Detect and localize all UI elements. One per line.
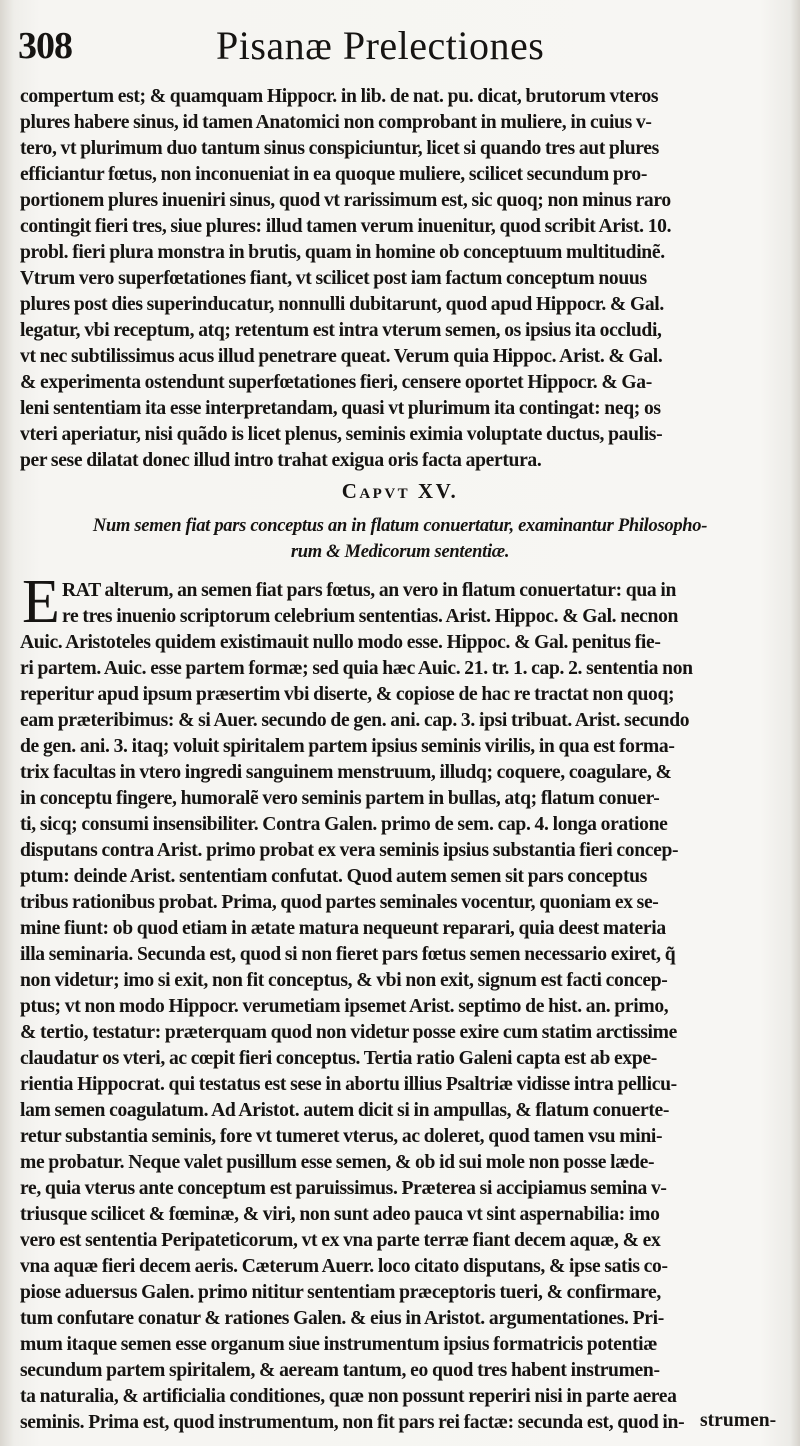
chapter-body — [20, 578, 768, 1436]
text-line: probl. fieri plura monstra in brutis, quam in homine ob conceptuum multitudinẽ. — [20, 242, 665, 263]
text-line: vna aquæ fieri decem aeris. Cæterum Auerr. loco citato disputans, & ipse satis co- — [20, 1256, 668, 1277]
text-line: eam præteribimus: & si Auer. secundo de gen. ani. cap. 3. ipsi tribuat. Arist. secundo — [20, 710, 690, 731]
text-line: tum confutare conatur & rationes Galen. & eius in Aristot. argumentationes. Pri- — [20, 1308, 664, 1329]
text-line: disputans contra Arist. primo probat ex vera seminis ipsius substantia fieri concep- — [20, 840, 679, 861]
text-line: tribus rationibus probat. Prima, quod partes seminales vocentur, quoniam ex se- — [20, 892, 659, 913]
text-line: portionem plures inueniri sinus, quod vt rarissimum est, sic quoq; non minus raro — [20, 190, 671, 211]
text-line: non videtur; imo si exit, non fit conceptus, & vbi non exit, signum est facti concep- — [20, 970, 668, 991]
text-line: ri partem. Auic. esse partem formæ; sed quia hæc Auic. 21. tr. 1. cap. 2. sententia non — [20, 658, 693, 679]
text-line: ptus; vt non modo Hippocr. verumetiam ipsemet Arist. septimo de hist. an. primo, — [20, 996, 669, 1017]
text-line: claudatur os vteri, ac cœpit fieri conceptus. Tertia ratio Galeni capta est ab expe- — [20, 1048, 657, 1069]
text-line: plures habere sinus, id tamen Anatomici non comprobant in muliere, in cuius v- — [20, 112, 652, 133]
chapter-summary-line: rum & Medicorum sententiæ. — [290, 542, 510, 562]
text-line: compertum est; & quamquam Hippocr. in lib. de nat. pu. dicat, brutorum vteros — [20, 86, 659, 107]
chapter-title-text: Capvt XV. — [341, 479, 459, 503]
text-line: Auic. Aristoteles quidem existimauit nullo modo esse. Hippoc. & Gal. penitus fie- — [20, 632, 661, 653]
text-line: vt nec subtilissimus acus illud penetrare queat. Verum quia Hippoc. Arist. & Gal. — [20, 346, 663, 367]
text-line: vero est sententia Peripateticorum, vt ex vna parte terræ fiant decem aquæ, & ex — [20, 1230, 661, 1251]
text-line: leni sententiam ita esse interpretandam, quasi vt plurimum ita contingat: neq; os — [20, 398, 661, 419]
text-line: tero, vt plurimum duo tantum sinus conspiciuntur, licet si quando tres aut plures — [20, 138, 659, 159]
text-line: contingit fieri tres, siue plures: illud tamen verum inuenitur, quod scribit Arist. 10. — [20, 216, 672, 237]
text-line: me probatur. Neque valet pusillum esse semen, & ob id sui mole non posse læde- — [20, 1152, 655, 1173]
text-line: retur substantia seminis, fore vt tumeret vterus, ac doleret, quod tamen vsu mini- — [20, 1126, 663, 1147]
text-line: in conceptu fingere, humoralẽ vero seminis partem in bullas, atq; flatum conuer- — [20, 788, 660, 809]
text-line: & tertio, testatur: præterquam quod non videtur posse exire cum statim arctissime — [20, 1022, 677, 1043]
text-line: trix facultas in vtero ingredi sanguinem menstruum, illudq; coquere, coagulare, & — [20, 762, 672, 783]
text-line: Vtrum vero superfœtationes fiant, vt scilicet post iam factum conceptum nouus — [20, 268, 647, 289]
chapter-heading — [0, 479, 800, 504]
text-line: efficiantur fœtus, non inconueniat in ea quoque muliere, scilicet secundum pro- — [20, 164, 648, 185]
text-line: legatur, vbi receptum, atq; retentum est intra vterum semen, os ipsius ita occludi, — [20, 320, 662, 341]
chapter-summary-line: Num semen fiat pars conceptus an in flatum conuertatur, examinantur Philosopho- — [92, 516, 708, 536]
running-head — [16, 22, 776, 82]
text-line: secundum partem spiritalem, & aeream tantum, eo quod tres habent instrumen- — [20, 1360, 660, 1381]
running-title: Pisanæ Prelectiones — [216, 23, 545, 68]
text-line: ti, sicq; consumi insensibiliter. Contra Galen. primo de sem. cap. 4. longa oratione — [20, 814, 668, 835]
paragraph-continuation — [20, 84, 768, 474]
drop-capital: E — [22, 568, 60, 636]
catchword: strumen- — [700, 1410, 777, 1431]
text-line: piose aduersus Galen. primo nititur sententiam præceptoris tueri, & confirmare, — [20, 1282, 661, 1303]
text-line: re tres inuenio scriptorum celebrium sententias. Arist. Hippoc. & Gal. necnon — [62, 606, 679, 627]
text-line: de gen. ani. 3. itaq; voluit spiritalem partem ipsius seminis virilis, in qua est forma- — [20, 736, 675, 757]
text-line: reperitur apud ipsum præsertim vbi diserte, & copiose de hac re tractat non quoq; — [20, 684, 675, 705]
text-line: plures post dies superinducatur, nonnulli dubitarunt, quod apud Hippocr. & Gal. — [20, 294, 664, 315]
text-line: triusque scilicet & fœminæ, & viri, non sunt adeo pauca vt sint aspernabilia: imo — [20, 1204, 660, 1225]
text-line: RAT alterum, an semen fiat pars fœtus, an vero in flatum conuertatur: qua in — [62, 580, 677, 601]
text-line: ptum: deinde Arist. sententiam confutat. Quod autem semen sit pars conceptus — [20, 866, 647, 887]
text-line: illa seminaria. Secunda est, quod si non fieret pars fœtus semen necessario exiret, q̃ — [20, 944, 676, 965]
chapter-summary — [50, 513, 750, 565]
text-line: mum itaque semen esse organum siue instrumentum ipsius formatricis potentiæ — [20, 1334, 658, 1355]
text-line: & experimenta ostendunt superfœtationes fieri, censere oportet Hippocr. & Ga- — [20, 372, 652, 393]
text-line: mine fiunt: ob quod etiam in ætate matura nequeunt reparari, quia deest materia — [20, 918, 666, 939]
text-line: seminis. Prima est, quod instrumentum, non fit pars rei factæ: secunda est, quod in- — [20, 1412, 685, 1433]
text-line: re, quia vterus ante conceptum est paruissimus. Præterea si accipiamus semina v- — [20, 1178, 667, 1199]
text-line: vteri aperiatur, nisi quãdo is licet plenus, seminis eximia voluptate ductus, paulis- — [20, 424, 663, 445]
text-line: per sese dilatat donec illud intro trahat exigua oris facta apertura. — [20, 450, 542, 471]
page-number: 308 — [18, 25, 72, 67]
text-line: rientia Hippocrat. qui testatus est sese in abortu illius Psaltriæ vidisse intra pellicu- — [20, 1074, 677, 1095]
text-line: lam semen coagulatum. Ad Aristot. autem dicit si in ampullas, & flatum conuerte- — [20, 1100, 670, 1121]
text-line: ta naturalia, & artificialia conditiones, quæ non possunt reperiri nisi in parte aerea — [20, 1386, 677, 1407]
